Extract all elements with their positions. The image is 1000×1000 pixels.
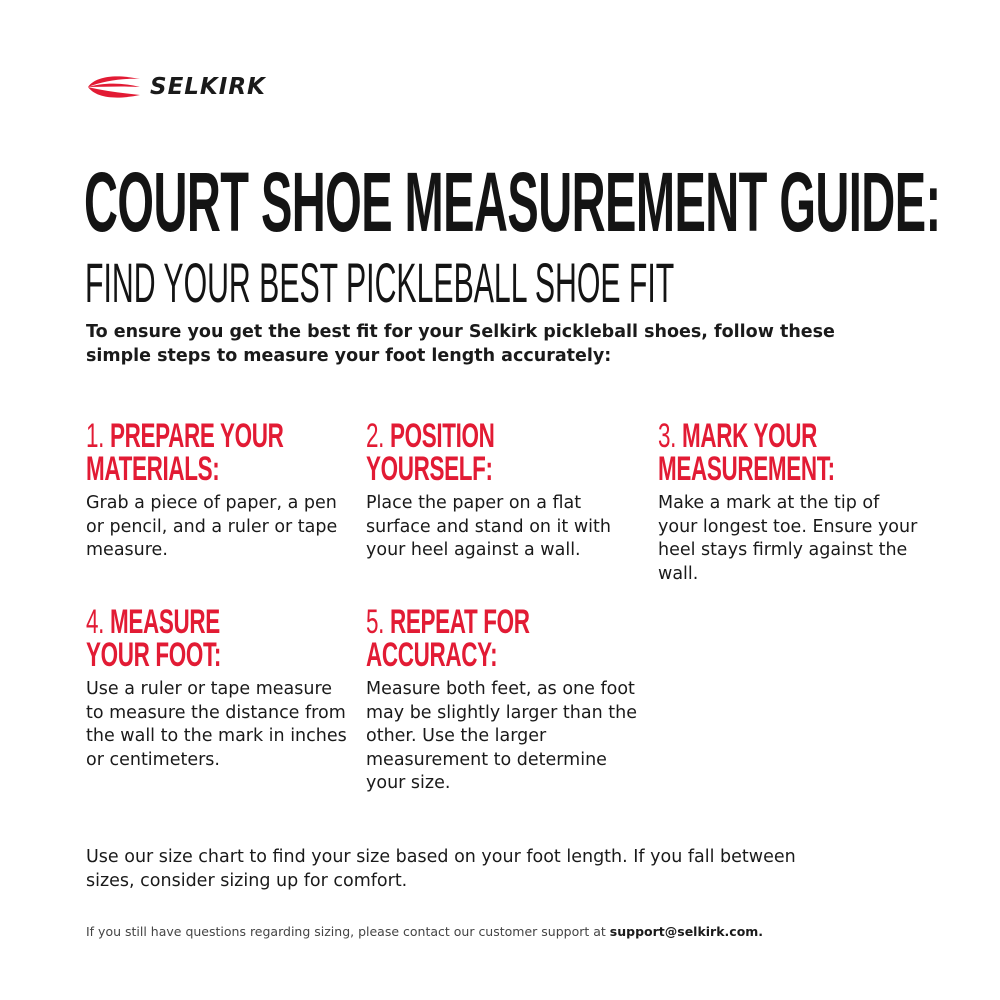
step-heading-line1: POSITION — [389, 417, 495, 455]
support-email-link[interactable]: support@selkirk.com. — [609, 924, 764, 939]
step-heading-line2: YOUR FOOT: — [86, 636, 222, 674]
step-number: 4. — [86, 603, 105, 641]
brand-logo — [86, 74, 266, 100]
step-heading-line1: REPEAT FOR — [389, 603, 530, 641]
brand-name: SELKIRK — [150, 74, 266, 100]
intro-text: To ensure you get the best fit for your Selkirk pickleball shoes, follow these simple steps to measure your foot length accurately: — [86, 322, 835, 366]
step-number: 2. — [366, 417, 385, 455]
step-body: Grab a piece of paper, a pen or pencil, and a ruler or tape measure. — [86, 493, 338, 560]
step-heading-line2: ACCURACY: — [366, 636, 498, 674]
step-heading — [366, 603, 643, 674]
step-2 — [366, 417, 628, 563]
step-body: Make a mark at the tip of your longest toe. Ensure your heel stays firmly against the wall. — [658, 493, 918, 584]
step-3 — [658, 417, 920, 586]
contact-text: If you still have questions regarding sizing, please contact our customer support at — [86, 924, 606, 939]
step-number: 1. — [86, 417, 105, 455]
page-subtitle: FIND YOUR BEST PICKLEBALL SHOE FIT — [85, 251, 675, 314]
step-heading — [86, 417, 363, 488]
outro-text: Use our size chart to find your size based on your foot length. If you fall between sizes, consider sizing up for comfort. — [86, 847, 796, 891]
step-heading-line1: MEASURE — [109, 603, 220, 641]
step-heading-line2: YOURSELF: — [366, 450, 493, 488]
step-heading-line1: MARK YOUR — [681, 417, 817, 455]
step-heading — [366, 417, 643, 488]
step-heading — [658, 417, 935, 488]
step-body: Use a ruler or tape measure to measure the distance from the wall to the mark in inches or centimeters. — [86, 679, 347, 770]
selkirk-logo-icon — [86, 74, 142, 100]
step-heading-line1: PREPARE YOUR — [109, 417, 284, 455]
step-heading-line2: MEASUREMENT: — [658, 450, 835, 488]
step-1 — [86, 417, 356, 563]
step-number: 5. — [366, 603, 385, 641]
step-4 — [86, 603, 348, 772]
step-5 — [366, 603, 638, 796]
page-title: COURT SHOE MEASUREMENT GUIDE: — [84, 155, 941, 249]
step-heading — [86, 603, 363, 674]
step-heading-line2: MATERIALS: — [86, 450, 220, 488]
contact-note — [86, 924, 763, 939]
step-body: Place the paper on a flat surface and stand on it with your heel against a wall. — [366, 493, 611, 560]
step-number: 3. — [658, 417, 677, 455]
step-body: Measure both feet, as one foot may be slightly larger than the other. Use the larger measurement to determine your size. — [366, 679, 637, 793]
